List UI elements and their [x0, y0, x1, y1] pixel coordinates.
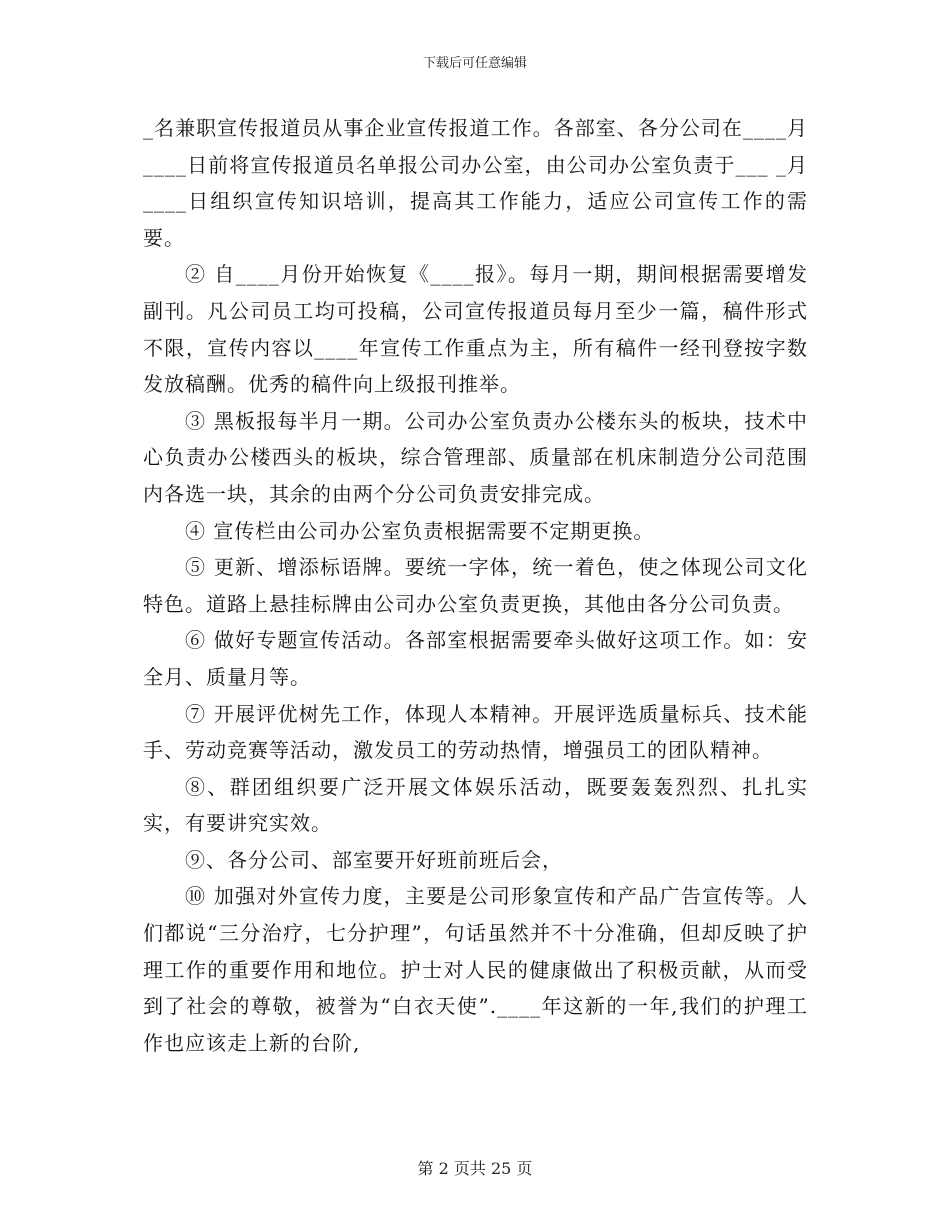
paragraph-8: ⑧、群团组织要广泛开展文体娱乐活动，既要轰轰烈烈、扎扎实实，有要讲究实效。	[143, 774, 808, 836]
paragraph-4: ④ 宣传栏由公司办公室负责根据需要不定期更换。	[185, 518, 655, 543]
page-footer: 第 2 页共 25 页	[417, 1159, 533, 1178]
paragraph-3: ③ 黑板报每半月一期。公司办公室负责办公楼东头的板块，技术中心负责办公楼西头的板块，综合管理部、质量部在机床制造分公司范围内各选一块，其余的由两个分公司负责安排完成。	[143, 408, 808, 506]
paragraph-6: ⑥ 做好专题宣传活动。各部室根据需要牵头做好这项工作。如：安全月、质量月等。	[143, 628, 808, 689]
paragraph-1: _名兼职宣传报道员从事企业宣传报道工作。各部室、各分公司在____月____日前将宣传报道员名单报公司办公室，由公司办公室负责于___ _月____日组织宣传知识培训，提高其工作能力，适应公司宣传工作的需要。	[143, 116, 808, 250]
paragraph-5: ⑤ 更新、增添标语牌。要统一字体，统一着色，使之体现公司文化特色。道路上悬挂标牌由公司办公室负责更换，其他由各分公司负责。	[143, 555, 808, 616]
document-body	[143, 110, 808, 1061]
page-header: 下载后可任意编辑	[422, 56, 527, 71]
paragraph-7: ⑦ 开展评优树先工作，体现人本精神。开展评选质量标兵、技术能手、劳动竞赛等活动，激发员工的劳动热情，增强员工的团队精神。	[143, 701, 808, 763]
paragraph-2: ② 自____月份开始恢复《____报》。每月一期，期间根据需要增发副刊。凡公司员工均可投稿，公司宣传报道员每月至少一篇，稿件形式不限，宣传内容以____年宣传工作重点为主，所有稿件一经刊登按字数发放稿酬。优秀的稿件向上级报刊推举。	[143, 262, 808, 397]
paragraph-9: ⑨、各分公司、部室要开好班前班后会，	[185, 847, 563, 872]
paragraph-10: ⑩ 加强对外宣传力度，主要是公司形象宣传和产品广告宣传等。人们都说“三分治疗，七分护理”，句话虽然并不十分准确，但却反映了护理工作的重要作用和地位。护士对人民的健康做出了积极贡献，从而受到了社会的尊敬，被誉为“白衣天使”.____年这新的一年,我们的护理工作也应该走上新的台阶,	[143, 884, 808, 1055]
